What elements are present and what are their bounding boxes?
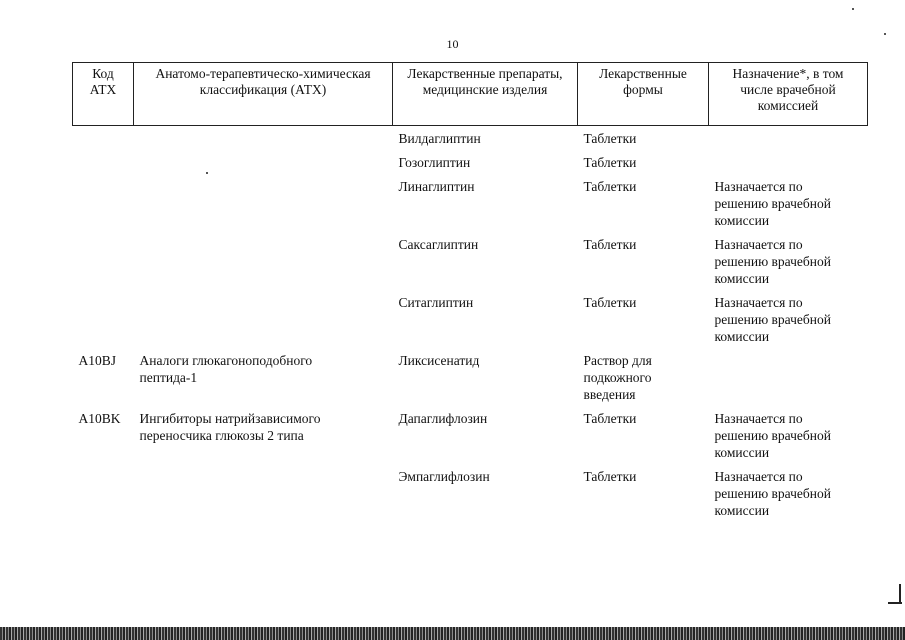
header-forms: Лекарственные формы xyxy=(578,63,709,126)
cell-note: Назначается по решению врачебной комиссии xyxy=(714,468,831,518)
cell-code: A10BK xyxy=(78,410,121,426)
table-row xyxy=(73,352,868,410)
cell-classification xyxy=(134,178,393,236)
header-drugs: Лекарственные препараты, медицинские изделия xyxy=(393,63,578,126)
cell-drug: Ликсисенатид xyxy=(398,352,480,368)
cell-classification xyxy=(134,126,393,154)
cell-classification xyxy=(134,236,393,294)
scan-speck xyxy=(206,172,208,174)
table-row xyxy=(73,126,868,154)
cell-form: Таблетки xyxy=(583,178,637,194)
cell-form: Таблетки xyxy=(583,468,637,484)
cell-note xyxy=(709,126,868,154)
cell-form: Таблетки xyxy=(583,410,637,426)
cell-code: A10BJ xyxy=(78,352,117,368)
cell-form: Таблетки xyxy=(583,294,637,310)
cell-drug: Вилдаглиптин xyxy=(398,131,481,146)
cell-form: Таблетки xyxy=(583,131,637,146)
cell-note: Назначается по решению врачебной комиссии xyxy=(714,410,831,460)
scan-speck xyxy=(852,8,854,10)
table-row xyxy=(73,468,868,526)
cell-drug: Ситаглиптин xyxy=(398,294,474,310)
cell-drug: Гозоглиптин xyxy=(398,154,471,170)
cell-classification: Аналоги глюкагоноподобного пептида-1 xyxy=(139,352,313,385)
table-body xyxy=(73,126,868,526)
header-note: Назначение*, в том числе врачебной комиссией xyxy=(709,63,868,126)
cell-code xyxy=(73,154,134,178)
table-row xyxy=(73,154,868,178)
cell-code xyxy=(73,236,134,294)
cell-note xyxy=(709,352,868,410)
cell-form: Таблетки xyxy=(583,154,637,170)
cell-classification xyxy=(134,154,393,178)
cell-code xyxy=(73,468,134,526)
cell-note: Назначается по решению врачебной комиссии xyxy=(714,236,831,286)
table-row xyxy=(73,178,868,236)
cell-classification xyxy=(134,294,393,352)
cell-code xyxy=(73,294,134,352)
scan-speck xyxy=(884,33,886,35)
cell-drug: Линаглиптин xyxy=(398,178,475,194)
cell-code xyxy=(73,126,134,154)
scan-edge xyxy=(0,627,905,640)
scan-mark xyxy=(899,584,901,602)
cell-form: Раствор для подкожного введения xyxy=(583,352,652,402)
cell-classification: Ингибиторы натрийзависимого переносчика глюкозы 2 типа xyxy=(139,410,321,443)
atx-drug-table xyxy=(72,62,868,526)
header-classification: Анатомо-терапевтическо-химическая классификация (АТХ) xyxy=(134,63,393,126)
cell-form: Таблетки xyxy=(583,236,637,252)
table-row xyxy=(73,236,868,294)
table-header-row xyxy=(73,63,868,126)
cell-drug: Саксаглиптин xyxy=(398,236,479,252)
page-number: 10 xyxy=(446,37,459,51)
cell-drug: Дапаглифлозин xyxy=(398,410,488,426)
cell-note: Назначается по решению врачебной комиссии xyxy=(714,294,831,344)
cell-classification xyxy=(134,468,393,526)
cell-drug: Эмпаглифлозин xyxy=(398,468,490,484)
cell-note xyxy=(709,154,868,178)
table-row xyxy=(73,410,868,468)
scan-mark xyxy=(888,602,902,604)
table-row xyxy=(73,294,868,352)
cell-code xyxy=(73,178,134,236)
header-code: Код АТХ xyxy=(73,63,134,126)
cell-note: Назначается по решению врачебной комиссии xyxy=(714,178,831,228)
